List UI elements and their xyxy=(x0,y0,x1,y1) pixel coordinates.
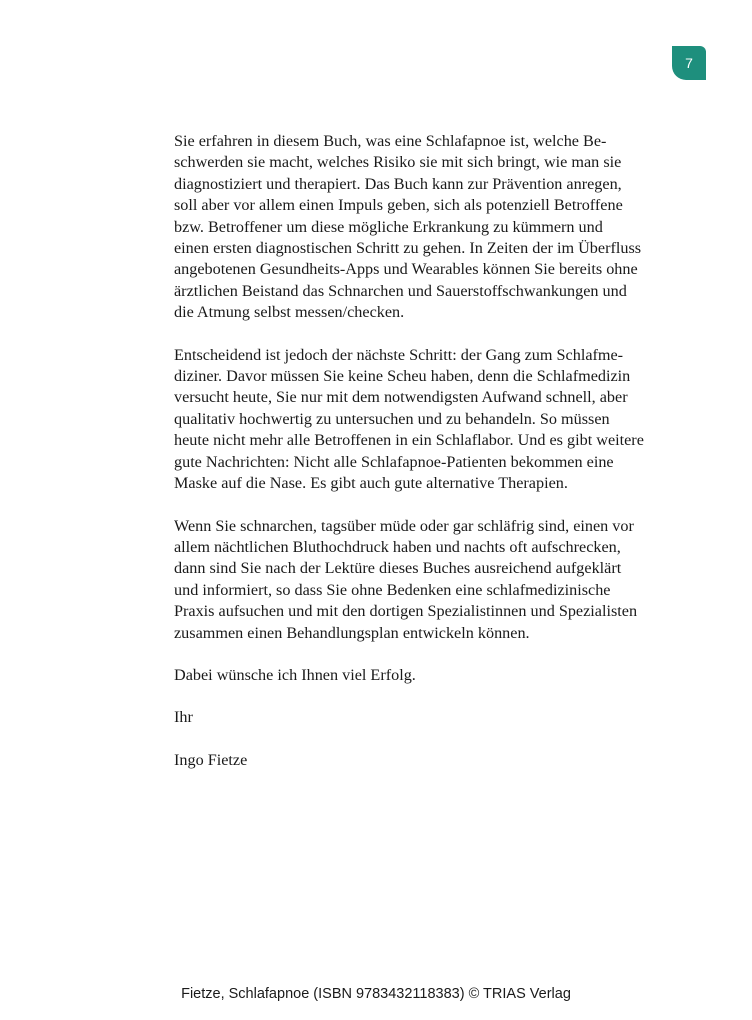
text-line: Dabei wünsche ich Ihnen viel Erfolg. xyxy=(174,665,416,684)
text-line: soll aber vor allem einen Impuls geben, sich als potenziell Betroffene xyxy=(174,196,623,215)
text-line: zusammen einen Behandlungsplan entwickeln können. xyxy=(174,623,530,642)
text-line: qualitativ hochwertig zu untersuchen und zu behandeln. So müssen xyxy=(174,409,610,428)
text-line: diziner. Davor müssen Sie keine Scheu haben, denn die Schlafmedizin xyxy=(174,367,631,386)
text-line: schwerden sie macht, welches Risiko sie mit sich bringt, wie man sie xyxy=(174,153,622,172)
salutation xyxy=(174,707,662,728)
text-line: Ihr xyxy=(174,708,193,727)
copyright-footer: Fietze, Schlafapnoe (ISBN 9783432118383) © TRIAS Verlag xyxy=(181,986,571,1002)
text-line: Entscheidend ist jedoch der nächste Schritt: der Gang zum Schlafme- xyxy=(174,345,624,364)
text-line: heute nicht mehr alle Betroffenen in ein Schlaflabor. Und es gibt weitere xyxy=(174,431,644,450)
text-line: angebotenen Gesundheits-Apps und Wearables können Sie bereits ohne xyxy=(174,260,638,279)
text-line: Sie erfahren in diesem Buch, was eine Schlafapnoe ist, welche Be- xyxy=(174,132,607,150)
closing-wish xyxy=(174,665,662,686)
text-line: gute Nachrichten: Nicht alle Schlafapnoe-Patienten bekommen eine xyxy=(174,452,614,471)
text-line: allem nächtlichen Bluthochdruck haben und nachts oft aufschrecken, xyxy=(174,537,621,556)
paragraph-intro xyxy=(174,131,662,324)
text-line: Praxis aufsuchen und mit den dortigen Spezialistinnen und Spezialisten xyxy=(174,602,638,621)
text-line: einen ersten diagnostischen Schritt zu gehen. In Zeiten der im Überfluss xyxy=(174,239,642,258)
paragraph-next-step xyxy=(174,345,662,495)
text-line: bzw. Betroffener um diese mögliche Erkrankung zu kümmern und xyxy=(174,217,603,236)
text-line: Wenn Sie schnarchen, tagsüber müde oder gar schläfrig sind, einen vor xyxy=(174,516,634,535)
text-line: ärztlichen Beistand das Schnarchen und Sauerstoffschwankungen und xyxy=(174,281,627,300)
paragraph-symptoms xyxy=(174,516,662,644)
text-line: versucht heute, Sie nur mit dem notwendigsten Aufwand schnell, aber xyxy=(174,388,628,407)
page-number-badge: 7 xyxy=(672,46,706,80)
text-line: dann sind Sie nach der Lektüre dieses Buches ausreichend aufgeklärt xyxy=(174,559,622,578)
text-line: die Atmung selbst messen/checken. xyxy=(174,303,405,322)
author-signature xyxy=(174,750,662,771)
text-line: Maske auf die Nase. Es gibt auch gute alternative Therapien. xyxy=(174,474,568,493)
text-line: und informiert, so dass Sie ohne Bedenken eine schlafmedizinische xyxy=(174,580,611,599)
text-line: Ingo Fietze xyxy=(174,750,248,769)
text-line: diagnostiziert und therapiert. Das Buch kann zur Prävention anregen, xyxy=(174,174,622,193)
body-text xyxy=(174,131,662,792)
